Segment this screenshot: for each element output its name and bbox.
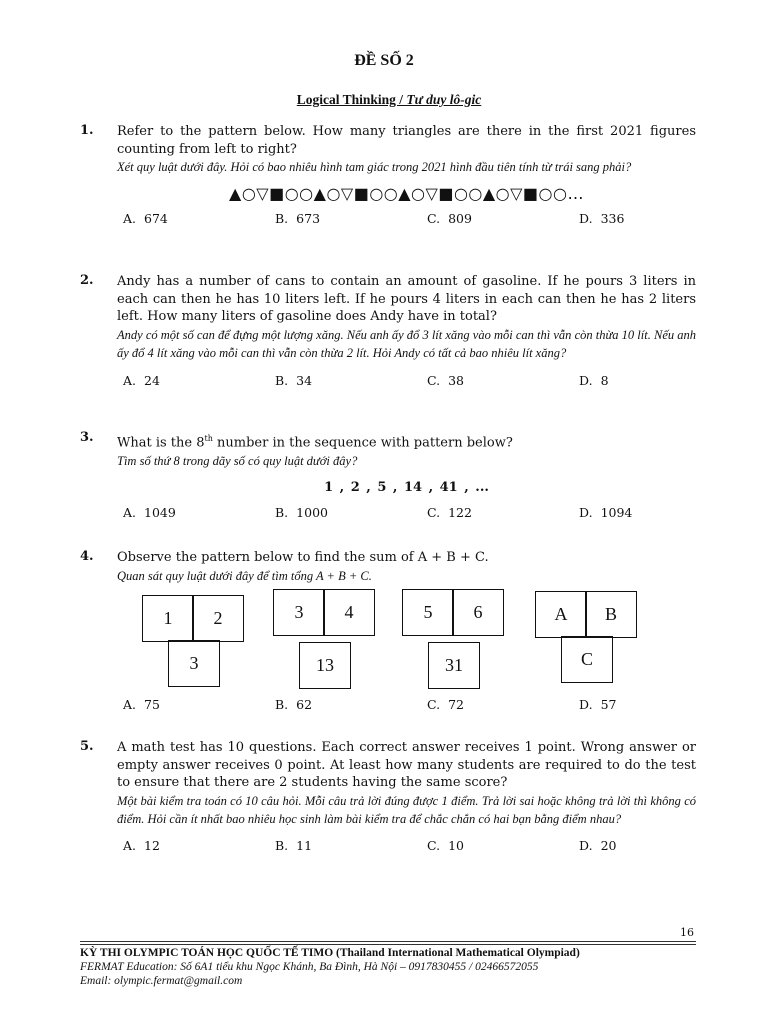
answer-options (80, 211, 696, 229)
cell-bottom: 13 (299, 642, 351, 689)
question-number: 5. (80, 739, 94, 754)
question-5 (80, 739, 696, 856)
question-number: 4. (80, 549, 94, 564)
question-text-vi: Một bài kiểm tra toán có 10 câu hỏi. Mỗi câu trả lời đúng được 1 điểm. Trả lời sai hoặc không trả lời thì không có điểm. Hỏi cần ít nhất bao nhiêu học sinh làm bài kiểm tra để chắc chắn có hai bạn bằng điểm nhau? (117, 793, 696, 826)
question-2 (80, 273, 696, 391)
option-a[interactable]: A. 24 (123, 372, 160, 388)
answer-options (80, 697, 696, 715)
option-b[interactable]: B. 11 (275, 837, 313, 853)
page-title: ĐỀ SỐ 2 (354, 52, 414, 69)
cell-bottom: 3 (168, 640, 220, 687)
figure-2 (273, 595, 375, 690)
footer-divider (80, 941, 696, 942)
cell-left: 5 (402, 589, 454, 636)
option-d[interactable]: D. 336 (579, 211, 625, 226)
question-text-vi: Xét quy luật dưới đây. Hỏi có bao nhiêu hình tam giác trong 2021 hình đầu tiên tính từ trái sang phải? (117, 160, 632, 174)
answer-options (80, 373, 696, 391)
footer (80, 946, 700, 988)
cell-right: 6 (452, 589, 504, 636)
question-number: 2. (80, 273, 94, 288)
number-sequence: 1 , 2 , 5 , 14 , 41 , ... (324, 479, 489, 495)
question-text-vi: Quan sát quy luật dưới đây để tìm tổng A + B + C. (117, 568, 372, 583)
option-a[interactable]: A. 674 (123, 211, 168, 226)
option-c[interactable]: C. 809 (427, 211, 472, 226)
cell-right: B (585, 591, 637, 638)
question-text-vi: Andy có một số can để đựng một lượng xăng. Nếu anh ấy đổ 3 lít xăng vào mỗi can thì vẫn còn thừa 10 lít. Nếu anh ấy đổ 4 lít xăng vào mỗi can thì vẫn còn thừa 2 lít. Hỏi Andy có tất cả bao nhiêu lít xăng? (117, 327, 696, 360)
cell-bottom: C (561, 636, 613, 683)
option-d[interactable]: D. 8 (579, 372, 609, 388)
option-d[interactable]: D. 57 (579, 696, 617, 712)
footer-address: FERMAT Education: Số 6A1 tiểu khu Ngọc Khánh, Ba Đình, Hà Nội – 0917830455 / 02466572055 (80, 961, 539, 973)
option-a[interactable]: A. 75 (123, 696, 160, 712)
option-b[interactable]: B. 673 (275, 211, 321, 226)
option-b[interactable]: B. 1000 (275, 504, 328, 520)
question-number: 1. (80, 123, 94, 138)
footer-divider (80, 944, 696, 945)
cell-left: 1 (142, 595, 194, 642)
option-c[interactable]: C. 38 (427, 372, 464, 388)
section-title-vi: Tư duy lô-gic (406, 92, 482, 107)
section-title (0, 92, 768, 108)
figure-4 (535, 595, 637, 690)
question-text-vi: Tìm số thứ 8 trong dãy số có quy luật dưới đây? (117, 453, 358, 468)
figure-3 (402, 595, 504, 690)
cell-bottom: 31 (428, 642, 480, 689)
question-1 (80, 123, 696, 229)
answer-options (80, 505, 696, 523)
figure-1 (142, 595, 244, 690)
question-text-en: Observe the pattern below to find the sum of A + B + C. (117, 550, 489, 565)
section-title-en: Logical Thinking / (296, 92, 407, 107)
shape-pattern: ▲○▽■○○▲○▽■○○▲○▽■○○▲○▽■○○… (229, 184, 584, 203)
cell-right: 4 (323, 589, 375, 636)
option-c[interactable]: C. 72 (427, 696, 464, 712)
cell-left: A (535, 591, 587, 638)
option-a[interactable]: A. 1049 (123, 504, 176, 520)
cell-right: 2 (192, 595, 244, 642)
footer-title: KỲ THI OLYMPIC TOÁN HỌC QUỐC TẾ TIMO (Thailand International Mathematical Olympiad) (80, 947, 580, 959)
option-d[interactable]: D. 20 (579, 837, 617, 853)
option-b[interactable]: B. 62 (275, 696, 313, 712)
option-b[interactable]: B. 34 (275, 372, 313, 388)
cell-left: 3 (273, 589, 325, 636)
footer-email[interactable]: Email: olympic.fermat@gmail.com (80, 975, 243, 987)
question-text-en: Refer to the pattern below. How many triangles are there in the first 2021 figures counting from left to right? (117, 124, 696, 157)
question-number: 3. (80, 430, 94, 445)
option-c[interactable]: C. 122 (427, 504, 472, 520)
option-a[interactable]: A. 12 (123, 837, 160, 853)
figure-row (80, 595, 696, 695)
question-text-en: Andy has a number of cans to contain an amount of gasoline. If he pours 3 liters in each can then he has 10 liters left. If he pours 4 liters in each can then he has 2 liters left. How many liters of gasoline does Andy have in total? (117, 274, 696, 324)
question-text-en: What is the 8th number in the sequence with pattern below? (117, 434, 513, 451)
option-d[interactable]: D. 1094 (579, 504, 633, 520)
option-c[interactable]: C. 10 (427, 837, 464, 853)
question-3 (80, 430, 696, 523)
question-4 (80, 549, 696, 715)
question-text-en: A math test has 10 questions. Each correct answer receives 1 point. Wrong answer or empty answer receives 0 point. At least how many students are required to do the test to ensure that there are 2 students having the same score? (117, 740, 696, 790)
answer-options (80, 838, 696, 856)
page-number: 16 (680, 926, 694, 939)
